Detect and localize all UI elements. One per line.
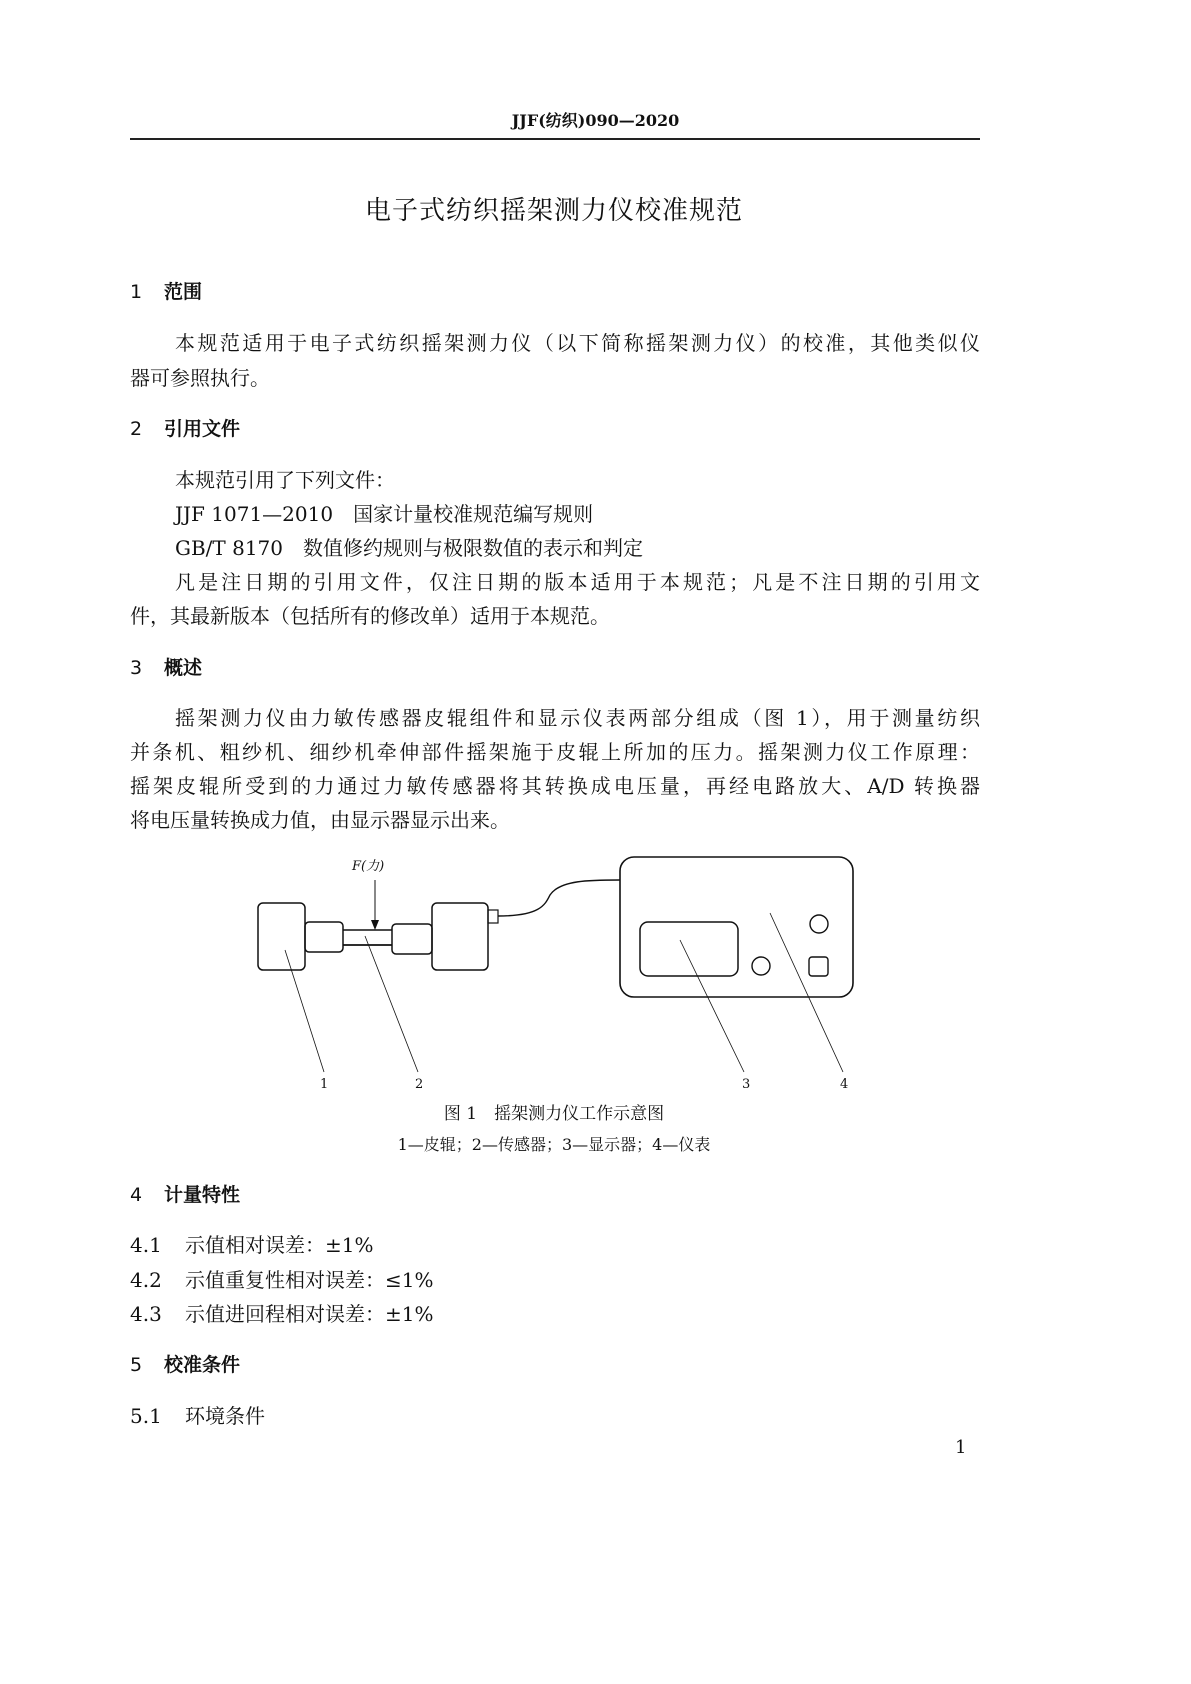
callout-1: 1 xyxy=(320,1077,329,1092)
leader-line-3 xyxy=(680,940,744,1072)
clause-4-1: 4.1 示值相对误差：±1% xyxy=(130,1233,374,1257)
knob-lower xyxy=(752,957,770,975)
cable xyxy=(498,880,620,916)
page-title: 电子式纺织摇架测力仪校准规范 xyxy=(364,196,743,226)
header-rule xyxy=(130,138,980,140)
knob-upper xyxy=(810,915,828,933)
button-square xyxy=(809,957,828,976)
section-heading-2: 2 引用文件 xyxy=(130,418,241,440)
clause-5-1: 5.1 环境条件 xyxy=(130,1404,265,1428)
callout-3: 3 xyxy=(742,1077,751,1092)
roller-right xyxy=(432,903,488,970)
paragraph-line: 摇架测力仪由力敏传感器皮辊组件和显示仪表两部分组成（图 1），用于测量纺织 xyxy=(175,706,980,730)
figure-diagram xyxy=(0,840,1191,1100)
section-heading-4: 4 计量特性 xyxy=(130,1184,241,1206)
section-heading-5: 5 校准条件 xyxy=(130,1354,241,1376)
force-label: F(力) xyxy=(352,859,385,874)
paragraph-line: 摇架皮辊所受到的力通过力敏传感器将其转换成电压量，再经电路放大、A/D 转换器 xyxy=(130,774,980,798)
document-code-header: JJF(纺织)090—2020 xyxy=(511,111,680,130)
roller-sleeve-left xyxy=(305,922,343,952)
callout-4: 4 xyxy=(840,1077,849,1092)
paragraph-line: 凡是注日期的引用文件，仅注日期的版本适用于本规范；凡是不注日期的引用文 xyxy=(175,570,980,594)
paragraph-line: 并条机、粗纱机、细纱机牵伸部件摇架施于皮辊上所加的压力。摇架测力仪工作原理： xyxy=(130,740,980,764)
clause-4-3: 4.3 示值进回程相对误差：±1% xyxy=(130,1302,434,1326)
callout-2: 2 xyxy=(415,1077,424,1092)
leader-line-2 xyxy=(365,936,418,1072)
display-screen xyxy=(640,922,738,976)
section-heading-1: 1 范围 xyxy=(130,281,203,303)
figure-legend: 1—皮辊；2—传感器；3—显示器；4—仪表 xyxy=(397,1135,711,1154)
paragraph-line: 本规范引用了下列文件： xyxy=(175,468,395,492)
paragraph-line: 本规范适用于电子式纺织摇架测力仪（以下简称摇架测力仪）的校准，其他类似仪 xyxy=(175,331,980,355)
roller-left xyxy=(258,903,305,970)
roller-sleeve-right xyxy=(392,924,432,954)
leader-line-4 xyxy=(770,913,843,1072)
reference-item: JJF 1071—2010 国家计量校准规范编写规则 xyxy=(175,502,594,526)
arrow-head xyxy=(371,920,379,930)
paragraph-line: 器可参照执行。 xyxy=(130,366,270,390)
connector xyxy=(488,910,498,923)
paragraph-line: 件，其最新版本（包括所有的修改单）适用于本规范。 xyxy=(130,604,610,628)
page-number: 1 xyxy=(955,1437,967,1458)
figure-caption: 图 1 摇架测力仪工作示意图 xyxy=(443,1104,665,1124)
clause-4-2: 4.2 示值重复性相对误差：≤1% xyxy=(130,1268,434,1292)
section-heading-3: 3 概述 xyxy=(130,657,203,679)
paragraph-line: 将电压量转换成力值，由显示器显示出来。 xyxy=(130,808,510,832)
reference-item: GB/T 8170 数值修约规则与极限数值的表示和判定 xyxy=(175,536,644,560)
